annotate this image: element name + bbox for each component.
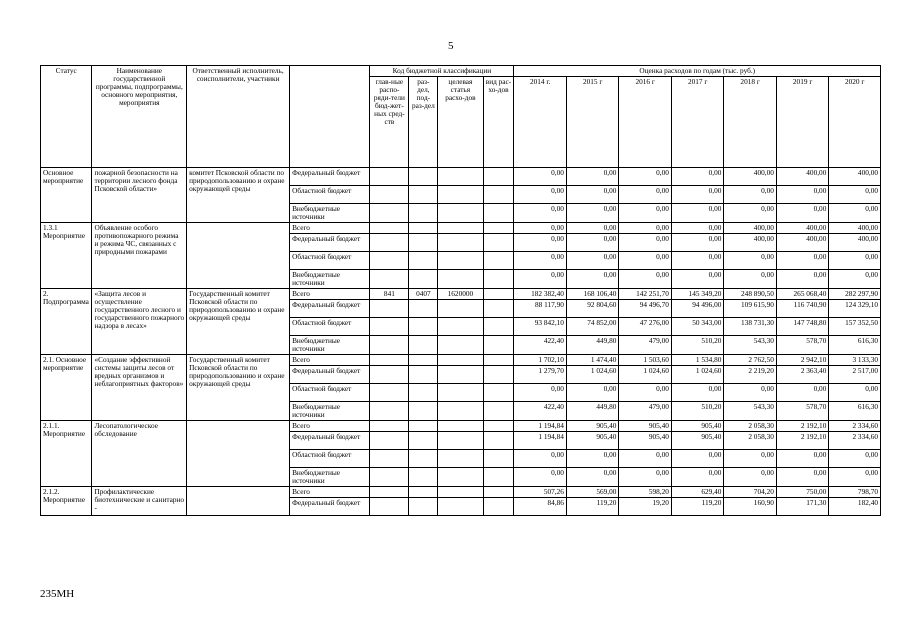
year-value-cell: 0,00: [671, 384, 723, 402]
year-value-cell: 2 192,10: [776, 421, 828, 432]
year-value-cell: 1 194,84: [514, 421, 566, 432]
year-value-cell: 400,00: [724, 168, 776, 186]
budget-code-cell: [483, 468, 514, 487]
year-value-cell: 282 297,90: [829, 289, 881, 300]
budget-code-cell: [438, 421, 483, 432]
name-cell: Объявление особого противопожарного режима и режима ЧС, связанных с природными пожарами: [92, 223, 187, 289]
budget-code-cell: [370, 432, 409, 450]
year-value-cell: 0,00: [671, 234, 723, 252]
budget-code-cell: [370, 234, 409, 252]
funding-source-cell: Областной бюджет: [290, 450, 370, 468]
year-value-cell: 616,30: [829, 336, 881, 355]
year-value-cell: 0,00: [514, 168, 566, 186]
budget-code-cell: [370, 366, 409, 384]
year-value-cell: 578,70: [776, 336, 828, 355]
year-value-cell: 157 352,50: [829, 318, 881, 336]
year-value-cell: 1 702,10: [514, 355, 566, 366]
year-value-cell: 2 058,30: [724, 432, 776, 450]
budget-code-cell: [483, 300, 514, 318]
page-number: 5: [448, 40, 454, 52]
year-value-cell: 798,70: [829, 487, 881, 498]
year-value-cell: 0,00: [671, 186, 723, 204]
year-value-cell: 0,00: [619, 450, 671, 468]
budget-table: [40, 65, 881, 516]
year-value-cell: 3 133,30: [829, 355, 881, 366]
budget-code-cell: [409, 355, 438, 366]
year-value-cell: 1 534,80: [671, 355, 723, 366]
year-value-cell: 1 503,60: [619, 355, 671, 366]
year-value-cell: 0,00: [829, 270, 881, 289]
year-value-cell: 0,00: [671, 168, 723, 186]
budget-code-cell: [438, 366, 483, 384]
table-row: [41, 289, 881, 300]
year-value-cell: 1 279,70: [514, 366, 566, 384]
budget-code-cell: [438, 318, 483, 336]
executor-cell: Государственный комитет Псковской области по природопользованию и охране окружающей среды: [187, 289, 290, 355]
year-value-cell: 1 024,60: [619, 366, 671, 384]
budget-code-cell: [370, 270, 409, 289]
budget-code-cell: [438, 270, 483, 289]
funding-source-cell: Внебюджетные источники: [290, 270, 370, 289]
year-value-cell: 0,00: [776, 186, 828, 204]
budget-code-cell: [370, 223, 409, 234]
year-value-cell: 0,00: [829, 204, 881, 223]
name-cell: Профилактические биотехнические и санитарно -: [92, 487, 187, 516]
year-value-cell: 0,00: [829, 186, 881, 204]
executor-cell: Государственный комитет Псковской области по природопользованию и охране окружающей среды: [187, 355, 290, 421]
budget-code-cell: [438, 450, 483, 468]
year-value-cell: 543,30: [724, 402, 776, 421]
executor-cell: [187, 223, 290, 289]
year-value-cell: 147 748,80: [776, 318, 828, 336]
header-code-group: Код бюджетной классификации: [370, 66, 514, 77]
budget-code-cell: [483, 289, 514, 300]
year-value-cell: 616,30: [829, 402, 881, 421]
budget-code-cell: [370, 204, 409, 223]
year-value-cell: 0,00: [829, 468, 881, 487]
year-value-cell: 400,00: [776, 168, 828, 186]
executor-cell: [187, 487, 290, 516]
year-value-cell: 0,00: [724, 468, 776, 487]
year-value-cell: 0,00: [776, 270, 828, 289]
budget-code-cell: [483, 336, 514, 355]
budget-code-cell: [438, 186, 483, 204]
budget-code-cell: [483, 487, 514, 498]
header-year-2020: 2020 г: [829, 77, 881, 168]
budget-code-cell: [483, 186, 514, 204]
year-value-cell: 2 058,30: [724, 421, 776, 432]
year-value-cell: 116 740,90: [776, 300, 828, 318]
year-value-cell: 171,30: [776, 498, 828, 516]
year-value-cell: 119,20: [566, 498, 618, 516]
budget-code-cell: [483, 168, 514, 186]
budget-code-cell: [370, 402, 409, 421]
header-year-2016: 2016 г: [619, 77, 671, 168]
year-value-cell: 905,40: [671, 432, 723, 450]
year-value-cell: 400,00: [776, 223, 828, 234]
year-value-cell: 0,00: [566, 468, 618, 487]
year-value-cell: 93 842,10: [514, 318, 566, 336]
year-value-cell: 2 192,10: [776, 432, 828, 450]
name-cell: «Создание эффективной системы защиты лесов от вредных организмов и неблагоприятных факторов»: [92, 355, 187, 421]
year-value-cell: 400,00: [829, 234, 881, 252]
funding-source-cell: Федеральный бюджет: [290, 234, 370, 252]
year-value-cell: 47 276,00: [619, 318, 671, 336]
year-value-cell: 0,00: [619, 270, 671, 289]
year-value-cell: 510,20: [671, 402, 723, 421]
year-value-cell: 50 343,00: [671, 318, 723, 336]
year-value-cell: 598,20: [619, 487, 671, 498]
table-row: [41, 421, 881, 432]
year-value-cell: 2 363,40: [776, 366, 828, 384]
year-value-cell: 138 731,30: [724, 318, 776, 336]
status-cell: 2.1.2. Мероприятие: [41, 487, 92, 516]
budget-code-cell: [483, 318, 514, 336]
budget-code-cell: 841: [370, 289, 409, 300]
year-value-cell: 400,00: [829, 223, 881, 234]
year-value-cell: 1 024,60: [566, 366, 618, 384]
year-value-cell: 704,20: [724, 487, 776, 498]
header-year-2019: 2019 г: [776, 77, 828, 168]
budget-code-cell: [409, 432, 438, 450]
funding-source-cell: Областной бюджет: [290, 186, 370, 204]
funding-source-cell: Федеральный бюджет: [290, 432, 370, 450]
budget-code-cell: [438, 487, 483, 498]
budget-code-cell: [438, 252, 483, 270]
year-value-cell: 0,00: [514, 186, 566, 204]
year-value-cell: 0,00: [724, 252, 776, 270]
year-value-cell: 0,00: [776, 204, 828, 223]
year-value-cell: 19,20: [619, 498, 671, 516]
year-value-cell: 0,00: [514, 450, 566, 468]
budget-code-cell: 1620000: [438, 289, 483, 300]
year-value-cell: 0,00: [671, 270, 723, 289]
year-value-cell: 0,00: [566, 252, 618, 270]
year-value-cell: 109 615,90: [724, 300, 776, 318]
table-row: [41, 168, 881, 186]
funding-source-cell: Всего: [290, 289, 370, 300]
year-value-cell: 2 334,60: [829, 432, 881, 450]
budget-code-cell: [370, 252, 409, 270]
year-value-cell: 182 382,40: [514, 289, 566, 300]
budget-code-cell: [370, 384, 409, 402]
header-year-2017: 2017 г: [671, 77, 723, 168]
year-value-cell: 750,00: [776, 487, 828, 498]
budget-code-cell: [483, 204, 514, 223]
budget-code-cell: [370, 186, 409, 204]
budget-code-cell: [438, 336, 483, 355]
funding-source-cell: Всего: [290, 355, 370, 366]
budget-code-cell: [438, 234, 483, 252]
year-value-cell: 0,00: [776, 468, 828, 487]
budget-code-cell: [370, 468, 409, 487]
year-value-cell: 0,00: [566, 384, 618, 402]
budget-code-cell: [483, 498, 514, 516]
year-value-cell: 0,00: [724, 384, 776, 402]
budget-code-cell: [438, 355, 483, 366]
status-cell: 2. Подпрограмма: [41, 289, 92, 355]
year-value-cell: 543,30: [724, 336, 776, 355]
budget-code-cell: [483, 384, 514, 402]
budget-code-cell: [409, 336, 438, 355]
year-value-cell: 2 762,50: [724, 355, 776, 366]
year-value-cell: 2 219,20: [724, 366, 776, 384]
header-executor: Ответственный исполнитель, соисполнители, участники: [187, 66, 290, 168]
year-value-cell: 182,40: [829, 498, 881, 516]
year-value-cell: 0,00: [619, 234, 671, 252]
table-row: [41, 355, 881, 366]
budget-code-cell: [483, 223, 514, 234]
year-value-cell: 400,00: [724, 234, 776, 252]
year-value-cell: 0,00: [566, 450, 618, 468]
header-code-grbs: глав-ные распо-ряди-тели бюд-жет-ных сред-ств: [370, 77, 409, 168]
budget-code-cell: [483, 366, 514, 384]
header-code-type: вид рас-хо-дов: [483, 77, 514, 168]
budget-code-cell: [409, 300, 438, 318]
year-value-cell: 629,40: [671, 487, 723, 498]
year-value-cell: 1 474,40: [566, 355, 618, 366]
budget-code-cell: [483, 270, 514, 289]
year-value-cell: 449,80: [566, 336, 618, 355]
budget-code-cell: [370, 421, 409, 432]
status-cell: 2.1. Основное мероприятие: [41, 355, 92, 421]
year-value-cell: 84,86: [514, 498, 566, 516]
year-value-cell: 0,00: [829, 384, 881, 402]
budget-code-cell: [483, 421, 514, 432]
executor-cell: [187, 421, 290, 487]
year-value-cell: 160,90: [724, 498, 776, 516]
budget-code-cell: [370, 300, 409, 318]
budget-code-cell: [409, 421, 438, 432]
status-cell: 1.3.1 Мероприятие: [41, 223, 92, 289]
year-value-cell: 92 804,60: [566, 300, 618, 318]
year-value-cell: 0,00: [566, 234, 618, 252]
funding-source-cell: Всего: [290, 223, 370, 234]
year-value-cell: 2 942,10: [776, 355, 828, 366]
year-value-cell: 88 117,90: [514, 300, 566, 318]
year-value-cell: 569,00: [566, 487, 618, 498]
year-value-cell: 94 496,70: [619, 300, 671, 318]
year-value-cell: 124 329,10: [829, 300, 881, 318]
year-value-cell: 74 852,00: [566, 318, 618, 336]
year-value-cell: 507,26: [514, 487, 566, 498]
year-value-cell: 142 251,70: [619, 289, 671, 300]
year-value-cell: 0,00: [671, 252, 723, 270]
table-row: [41, 223, 881, 234]
header-year-2015: 2015 г: [566, 77, 618, 168]
budget-code-cell: [438, 468, 483, 487]
budget-code-cell: [409, 498, 438, 516]
budget-code-cell: [409, 366, 438, 384]
funding-source-cell: Всего: [290, 421, 370, 432]
budget-code-cell: [483, 402, 514, 421]
budget-code-cell: [483, 234, 514, 252]
year-value-cell: 0,00: [619, 468, 671, 487]
funding-source-cell: Внебюджетные источники: [290, 204, 370, 223]
budget-code-cell: [370, 450, 409, 468]
budget-code-cell: [409, 318, 438, 336]
budget-code-cell: [409, 487, 438, 498]
year-value-cell: 145 349,20: [671, 289, 723, 300]
year-value-cell: 0,00: [619, 204, 671, 223]
status-cell: Основное мероприятие: [41, 168, 92, 223]
budget-code-cell: [438, 204, 483, 223]
year-value-cell: 248 890,50: [724, 289, 776, 300]
header-year-2014: 2014 г.: [514, 77, 566, 168]
budget-code-cell: [438, 498, 483, 516]
year-value-cell: 2 334,60: [829, 421, 881, 432]
budget-code-cell: [370, 318, 409, 336]
budget-code-cell: [409, 252, 438, 270]
budget-code-cell: [483, 252, 514, 270]
budget-code-cell: [438, 384, 483, 402]
funding-source-cell: Федеральный бюджет: [290, 498, 370, 516]
status-cell: 2.1.1. Мероприятие: [41, 421, 92, 487]
funding-source-cell: Внебюджетные источники: [290, 402, 370, 421]
year-value-cell: 905,40: [566, 421, 618, 432]
budget-code-cell: [438, 432, 483, 450]
header-code-target: целевая статья расхо-дов: [438, 77, 483, 168]
year-value-cell: 0,00: [619, 252, 671, 270]
funding-source-cell: Федеральный бюджет: [290, 300, 370, 318]
header-code-section: раз-дел, под-раз-дел: [409, 77, 438, 168]
year-value-cell: 578,70: [776, 402, 828, 421]
year-value-cell: 905,40: [566, 432, 618, 450]
year-value-cell: 400,00: [776, 234, 828, 252]
year-value-cell: 0,00: [724, 186, 776, 204]
year-value-cell: 479,00: [619, 402, 671, 421]
year-value-cell: 0,00: [514, 204, 566, 223]
budget-code-cell: [409, 204, 438, 223]
budget-code-cell: [409, 402, 438, 421]
year-value-cell: 0,00: [514, 223, 566, 234]
header-estimate-group: Оценка расходов по годам (тыс. руб.): [514, 66, 881, 77]
year-value-cell: 905,40: [619, 432, 671, 450]
budget-code-cell: [438, 300, 483, 318]
year-value-cell: 0,00: [671, 223, 723, 234]
budget-code-cell: 0407: [409, 289, 438, 300]
year-value-cell: 0,00: [671, 450, 723, 468]
funding-source-cell: Федеральный бюджет: [290, 366, 370, 384]
name-cell: «Защита лесов и осуществление государственного лесного и государственного пожарного надзора в лесах»: [92, 289, 187, 355]
year-value-cell: 0,00: [829, 252, 881, 270]
year-value-cell: 0,00: [619, 223, 671, 234]
year-value-cell: 0,00: [619, 168, 671, 186]
budget-code-cell: [409, 223, 438, 234]
budget-code-cell: [409, 270, 438, 289]
year-value-cell: 0,00: [514, 234, 566, 252]
header-year-2018: 2018 г: [724, 77, 776, 168]
budget-code-cell: [483, 355, 514, 366]
year-value-cell: 479,00: [619, 336, 671, 355]
budget-code-cell: [409, 384, 438, 402]
header-row-1: [41, 66, 881, 77]
year-value-cell: 1 194,84: [514, 432, 566, 450]
year-value-cell: 905,40: [619, 421, 671, 432]
year-value-cell: 0,00: [566, 204, 618, 223]
header-source: [290, 66, 370, 168]
year-value-cell: 0,00: [776, 252, 828, 270]
budget-code-cell: [483, 450, 514, 468]
funding-source-cell: Федеральный бюджет: [290, 168, 370, 186]
budget-code-cell: [409, 468, 438, 487]
funding-source-cell: Областной бюджет: [290, 252, 370, 270]
year-value-cell: 0,00: [724, 270, 776, 289]
year-value-cell: 0,00: [514, 270, 566, 289]
header-name: Наименование государственной программы, подпрограммы, основного мероприятия, мероприятия: [92, 66, 187, 168]
funding-source-cell: Областной бюджет: [290, 318, 370, 336]
year-value-cell: 400,00: [724, 223, 776, 234]
year-value-cell: 449,80: [566, 402, 618, 421]
year-value-cell: 0,00: [671, 204, 723, 223]
executor-cell: комитет Псковской области по природопользованию и охране окружающей среды: [187, 168, 290, 223]
budget-code-cell: [370, 168, 409, 186]
year-value-cell: 119,20: [671, 498, 723, 516]
year-value-cell: 400,00: [829, 168, 881, 186]
funding-source-cell: Внебюджетные источники: [290, 468, 370, 487]
year-value-cell: 510,20: [671, 336, 723, 355]
year-value-cell: 0,00: [566, 223, 618, 234]
budget-code-cell: [370, 336, 409, 355]
budget-code-cell: [409, 450, 438, 468]
year-value-cell: 0,00: [829, 450, 881, 468]
funding-source-cell: Всего: [290, 487, 370, 498]
name-cell: пожарной безопасности на территории лесного фонда Псковской области»: [92, 168, 187, 223]
footer-code: 235МН: [40, 588, 75, 600]
year-value-cell: 265 068,40: [776, 289, 828, 300]
header-status: Статус: [41, 66, 92, 168]
budget-code-cell: [409, 168, 438, 186]
budget-code-cell: [409, 186, 438, 204]
budget-code-cell: [370, 355, 409, 366]
year-value-cell: 0,00: [514, 252, 566, 270]
year-value-cell: 1 024,60: [671, 366, 723, 384]
table-row: [41, 487, 881, 498]
year-value-cell: 422,40: [514, 336, 566, 355]
year-value-cell: 0,00: [514, 468, 566, 487]
year-value-cell: 0,00: [566, 168, 618, 186]
year-value-cell: 0,00: [566, 270, 618, 289]
year-value-cell: 422,40: [514, 402, 566, 421]
budget-code-cell: [483, 432, 514, 450]
year-value-cell: 0,00: [776, 450, 828, 468]
budget-code-cell: [370, 498, 409, 516]
year-value-cell: 2 517,00: [829, 366, 881, 384]
year-value-cell: 0,00: [724, 204, 776, 223]
year-value-cell: 0,00: [514, 384, 566, 402]
budget-code-cell: [438, 402, 483, 421]
year-value-cell: 168 106,40: [566, 289, 618, 300]
year-value-cell: 0,00: [619, 186, 671, 204]
year-value-cell: 0,00: [671, 468, 723, 487]
budget-code-cell: [370, 487, 409, 498]
budget-body: [41, 168, 881, 516]
name-cell: Лесопатологическое обследование: [92, 421, 187, 487]
funding-source-cell: Областной бюджет: [290, 384, 370, 402]
budget-code-cell: [409, 234, 438, 252]
year-value-cell: 0,00: [776, 384, 828, 402]
year-value-cell: 0,00: [724, 450, 776, 468]
year-value-cell: 0,00: [566, 186, 618, 204]
year-value-cell: 905,40: [671, 421, 723, 432]
funding-source-cell: Внебюджетные источники: [290, 336, 370, 355]
year-value-cell: 0,00: [619, 384, 671, 402]
year-value-cell: 94 496,00: [671, 300, 723, 318]
budget-code-cell: [438, 168, 483, 186]
budget-code-cell: [438, 223, 483, 234]
